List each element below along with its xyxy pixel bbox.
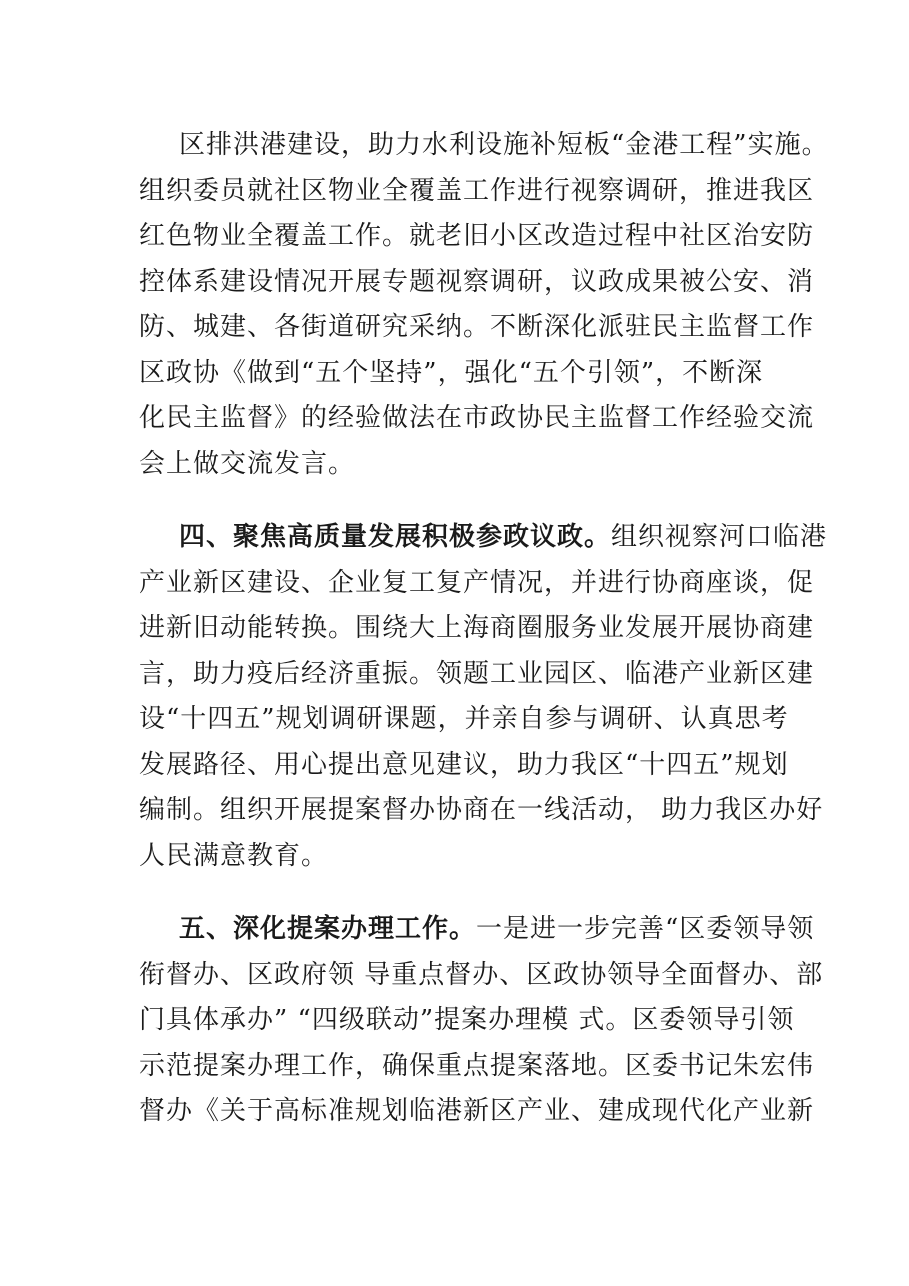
text-line: 区排洪港建设，助力水利设施补短板“金港工程”实施。 [179, 130, 829, 160]
text-line: 衔督办、区政府领 导重点督办、区政协领导全面督办、部 [139, 959, 824, 990]
section-heading: 五、深化提案办理工作。 [179, 914, 477, 944]
text-line: 进新旧动能转换。围绕大上海商圈服务业发展开展协商建 [139, 613, 815, 643]
section-heading: 四、聚焦高质量发展积极参政议政。 [179, 522, 612, 552]
text-line: 会上做交流发言。 [139, 448, 356, 479]
text-line: 门具体承办” “四级联动”提案办理模 式。区委领导引领 [139, 1005, 795, 1035]
text-line [139, 907, 815, 953]
text-line: 组织委员就社区物业全覆盖工作进行视察调研，推进我区 [139, 175, 815, 206]
paragraph-drainage-and-supervision [139, 123, 829, 487]
text-line: 督办《关于高标准规划临港新区产业、建成现代化产业新 [139, 1096, 815, 1126]
text-line: 示范提案办理工作，确保重点提案落地。区委书记朱宏伟 [139, 1050, 815, 1081]
text-line [139, 515, 828, 561]
text-run: 一是进一步完善“区委领导领 [476, 914, 815, 944]
text-line: 化民主监督》的经验做法在市政协民主监督工作经验交流 [139, 403, 815, 433]
text-line: 人民满意教育。 [139, 840, 329, 871]
text-line: 防、城建、各街道研究采纳。不断深化派驻民主监督工作 [139, 312, 815, 342]
text-line: 控体系建设情况开展专题视察调研，议政成果被公安、消 [139, 266, 815, 297]
text-run: 组织视察河口临港 [611, 522, 828, 552]
text-line: 区政协《做到“五个坚持”，强化“五个引领”，不断深 [139, 357, 764, 388]
text-line: 设“十四五”规划调研课题，并亲自参与调研、认真思考 [139, 704, 789, 734]
text-line: 言，助力疫后经济重振。领题工业园区、临港产业新区建 [139, 658, 815, 689]
text-line: 发展路径、用心提出意见建议，助力我区“十四五”规划 [139, 749, 789, 780]
text-line: 编制。组织开展提案督办协商在一线活动， 助力我区办好 [139, 795, 824, 825]
paragraph-section-five [139, 907, 824, 1135]
text-line: 红色物业全覆盖工作。就老旧小区改造过程中社区治安防 [139, 221, 815, 251]
text-line: 产业新区建设、企业复工复产情况，并进行协商座谈，促 [139, 567, 815, 598]
paragraph-section-four [139, 515, 828, 879]
